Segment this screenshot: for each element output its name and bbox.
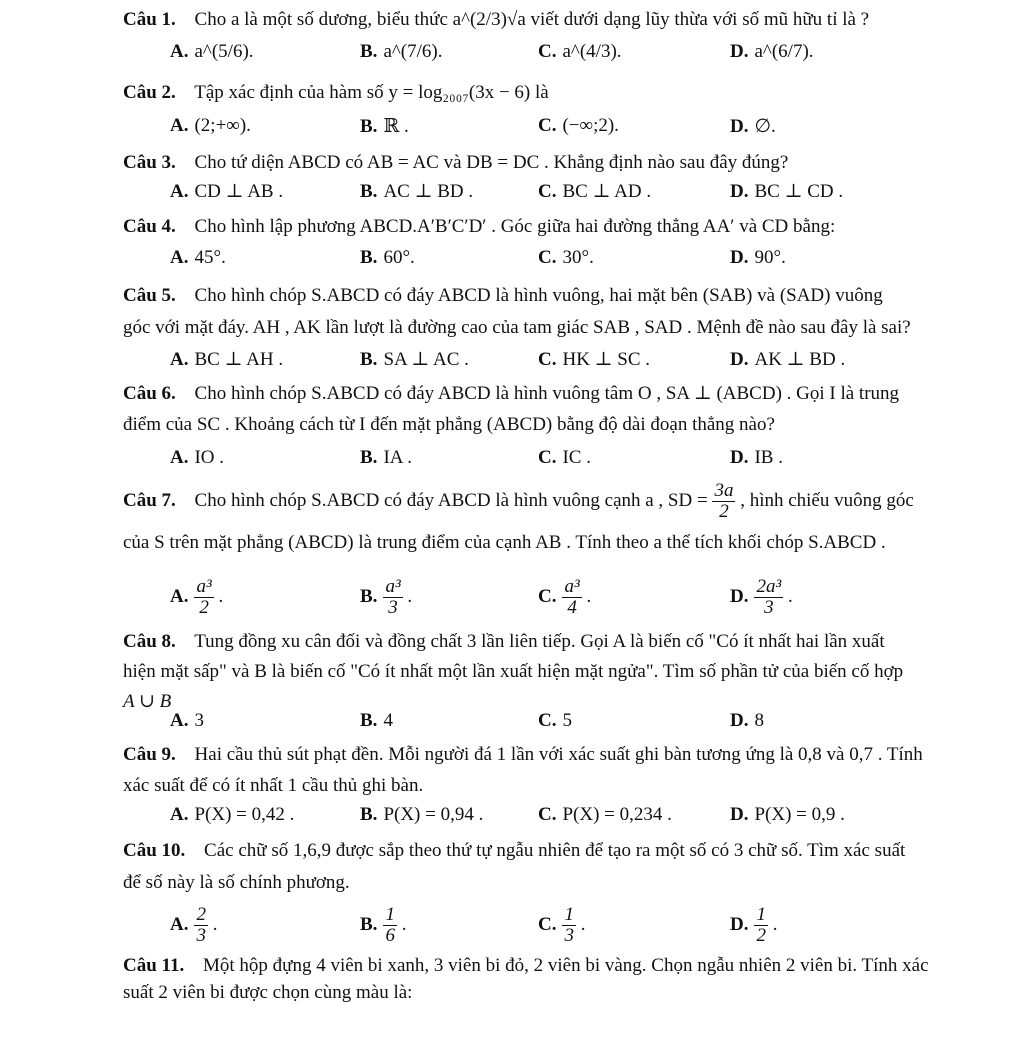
option-a[interactable]: A. BC ⊥ AH . — [170, 349, 284, 370]
question-text: Một hộp đựng 4 viên bi xanh, 3 viên bi đỏ, 2 viên bi vàng. Chọn ngẫu nhiên 2 viên bi. Tính xác — [203, 955, 929, 976]
option-c[interactable]: C. 5 — [538, 710, 572, 731]
options-q5 — [0, 348, 1010, 378]
options-q4 — [0, 247, 1010, 277]
option-d[interactable]: D. $\frac{\text{2a³}}{3}$ . — [730, 576, 793, 618]
option-d[interactable]: D. ∅. — [730, 116, 776, 137]
option-b[interactable]: B. ℝ . — [360, 116, 409, 137]
question-8-line-2: hiện mặt sấp" và B là biến cố "Có ít nhất một lần xuất hiện mặt ngửa". Tìm số phần tử của biến cố hợp — [123, 661, 904, 682]
question-text-cont: , hình chiếu vuông góc — [740, 489, 914, 511]
option-c[interactable]: C. a^(4/3). — [538, 41, 622, 62]
question-6 — [123, 382, 899, 405]
question-11-line-2: suất 2 viên bi được chọn cùng màu là: — [123, 982, 413, 1003]
option-b[interactable]: B. 4 — [360, 710, 393, 731]
option-b[interactable]: B. AC ⊥ BD . — [360, 181, 474, 202]
option-b[interactable]: B. $\frac{\text{a³}}{3}$ . — [360, 576, 413, 618]
question-number: Câu 10. — [123, 840, 186, 861]
option-a[interactable]: A. 3 — [170, 710, 204, 731]
question-10 — [123, 840, 905, 862]
option-a[interactable]: A. $\frac{2}{3}$ . — [170, 904, 218, 946]
question-number: Câu 3. — [123, 152, 176, 173]
question-number: Câu 7. — [123, 489, 176, 511]
option-d[interactable]: D. 8 — [730, 710, 764, 731]
option-b[interactable]: B. a^(7/6). — [360, 41, 443, 62]
option-c[interactable]: C. HK ⊥ SC . — [538, 349, 651, 370]
option-a[interactable]: A. IO . — [170, 447, 225, 468]
option-d[interactable]: D. IB . — [730, 447, 783, 468]
question-text: Cho hình chóp S.ABCD có đáy ABCD là hình vuông tâm O , SA ⊥ (ABCD) . Gọi I là trung — [194, 383, 900, 404]
option-a[interactable]: A. a^(5/6). — [170, 41, 254, 62]
question-text: Hai cầu thủ sút phạt đền. Mỗi người đá 1 lần với xác suất ghi bàn tương ứng là 0,8 và 0,7 . Tính — [194, 744, 923, 765]
question-number: Câu 11. — [123, 955, 185, 976]
option-c[interactable]: C. P(X) = 0,234 . — [538, 804, 672, 825]
question-number: Câu 4. — [123, 216, 176, 237]
option-d[interactable]: D. P(X) = 0,9 . — [730, 804, 845, 825]
question-4 — [123, 216, 835, 238]
question-number: Câu 8. — [123, 631, 176, 652]
question-text: Cho hình lập phương ABCD.A′B′C′D′ . Góc giữa hai đường thẳng AA′ và CD bằng: — [194, 216, 836, 237]
question-number: Câu 1. — [123, 9, 176, 30]
fraction-sd: $\frac{3a}{2}$ — [714, 480, 734, 522]
options-q7 — [0, 576, 1010, 618]
option-b[interactable]: B. IA . — [360, 447, 412, 468]
question-1 — [123, 9, 869, 31]
option-d[interactable]: D. $\frac{1}{2}$ . — [730, 904, 778, 946]
question-7 — [123, 481, 914, 522]
option-c[interactable]: C. $\frac{\text{a³}}{4}$ . — [538, 576, 592, 618]
question-text: Tập xác định của hàm số y = log₂₀₀₇(3x − 6) là — [194, 82, 549, 103]
question-text: Tung đồng xu cân đối và đồng chất 3 lần liên tiếp. Gọi A là biến cố "Có ít nhất hai lần xuất — [194, 631, 885, 652]
question-9 — [123, 744, 923, 766]
option-b[interactable]: B. 60°. — [360, 247, 415, 268]
option-d[interactable]: D. a^(6/7). — [730, 41, 814, 62]
option-c[interactable]: C. $\frac{1}{3}$ . — [538, 904, 586, 946]
question-9-line-2: xác suất để có ít nhất 1 cầu thủ ghi bàn. — [123, 775, 424, 796]
option-a[interactable]: A. $\frac{\text{a³}}{2}$ . — [170, 576, 224, 618]
option-c[interactable]: C. IC . — [538, 447, 591, 468]
question-text: Cho hình chóp S.ABCD có đáy ABCD là hình vuông cạnh a , SD = — [194, 489, 708, 511]
question-8 — [123, 631, 885, 653]
option-a[interactable]: A. CD ⊥ AB . — [170, 181, 284, 202]
question-number: Câu 6. — [123, 383, 176, 404]
options-q6 — [0, 447, 1010, 477]
option-c[interactable]: C. BC ⊥ AD . — [538, 181, 652, 202]
question-text: Cho tứ diện ABCD có AB = AC và DB = DC . Khẳng định nào sau đây đúng? — [194, 152, 789, 173]
option-a[interactable]: A. 45°. — [170, 247, 226, 268]
option-b[interactable]: B. SA ⊥ AC . — [360, 349, 469, 370]
question-5-line-2: góc với mặt đáy. AH , AK lần lượt là đường cao của tam giác SAB , SAD . Mệnh đề nào sau đây là sai? — [123, 317, 911, 338]
options-q9 — [0, 804, 1010, 834]
option-d[interactable]: D. AK ⊥ BD . — [730, 349, 846, 370]
option-d[interactable]: D. BC ⊥ CD . — [730, 181, 844, 202]
question-number: Câu 5. — [123, 285, 176, 306]
question-8-line-3: A ∪ B — [123, 691, 172, 712]
option-d[interactable]: D. 90°. — [730, 247, 786, 268]
question-number: Câu 2. — [123, 82, 176, 103]
question-6-line-2: điểm của SC . Khoảng cách từ I đến mặt phẳng (ABCD) bằng độ dài đoạn thẳng nào? — [123, 414, 775, 435]
options-q3 — [0, 180, 1010, 210]
option-a[interactable]: A. (2;+∞). — [170, 115, 251, 136]
question-number: Câu 9. — [123, 744, 176, 765]
question-11 — [123, 955, 929, 977]
option-a[interactable]: A. P(X) = 0,42 . — [170, 804, 295, 825]
question-10-line-2: để số này là số chính phương. — [123, 872, 350, 893]
question-text: Cho hình chóp S.ABCD có đáy ABCD là hình vuông, hai mặt bên (SAB) và (SAD) vuông — [194, 285, 883, 306]
options-q10 — [0, 904, 1010, 946]
question-2 — [123, 82, 549, 104]
option-b[interactable]: B. $\frac{1}{6}$ . — [360, 904, 407, 946]
question-5 — [123, 285, 883, 307]
option-c[interactable]: C. 30°. — [538, 247, 594, 268]
question-text: Các chữ số 1,6,9 được sắp theo thứ tự ngẫu nhiên để tạo ra một số có 3 chữ số. Tìm xác suất — [204, 840, 906, 861]
question-7-line-2: của S trên mặt phẳng (ABCD) là trung điểm của cạnh AB . Tính theo a thể tích khối chóp S.ABCD . — [123, 532, 886, 553]
options-q1 — [0, 41, 1010, 71]
question-text: Cho a là một số dương, biểu thức a^(2/3)√a viết dưới dạng lũy thừa với số mũ hữu tỉ là ? — [194, 9, 870, 30]
options-q2 — [0, 115, 1010, 145]
option-b[interactable]: B. P(X) = 0,94 . — [360, 804, 484, 825]
question-3 — [123, 152, 788, 174]
option-c[interactable]: C. (−∞;2). — [538, 115, 619, 136]
options-q8 — [0, 710, 1010, 740]
